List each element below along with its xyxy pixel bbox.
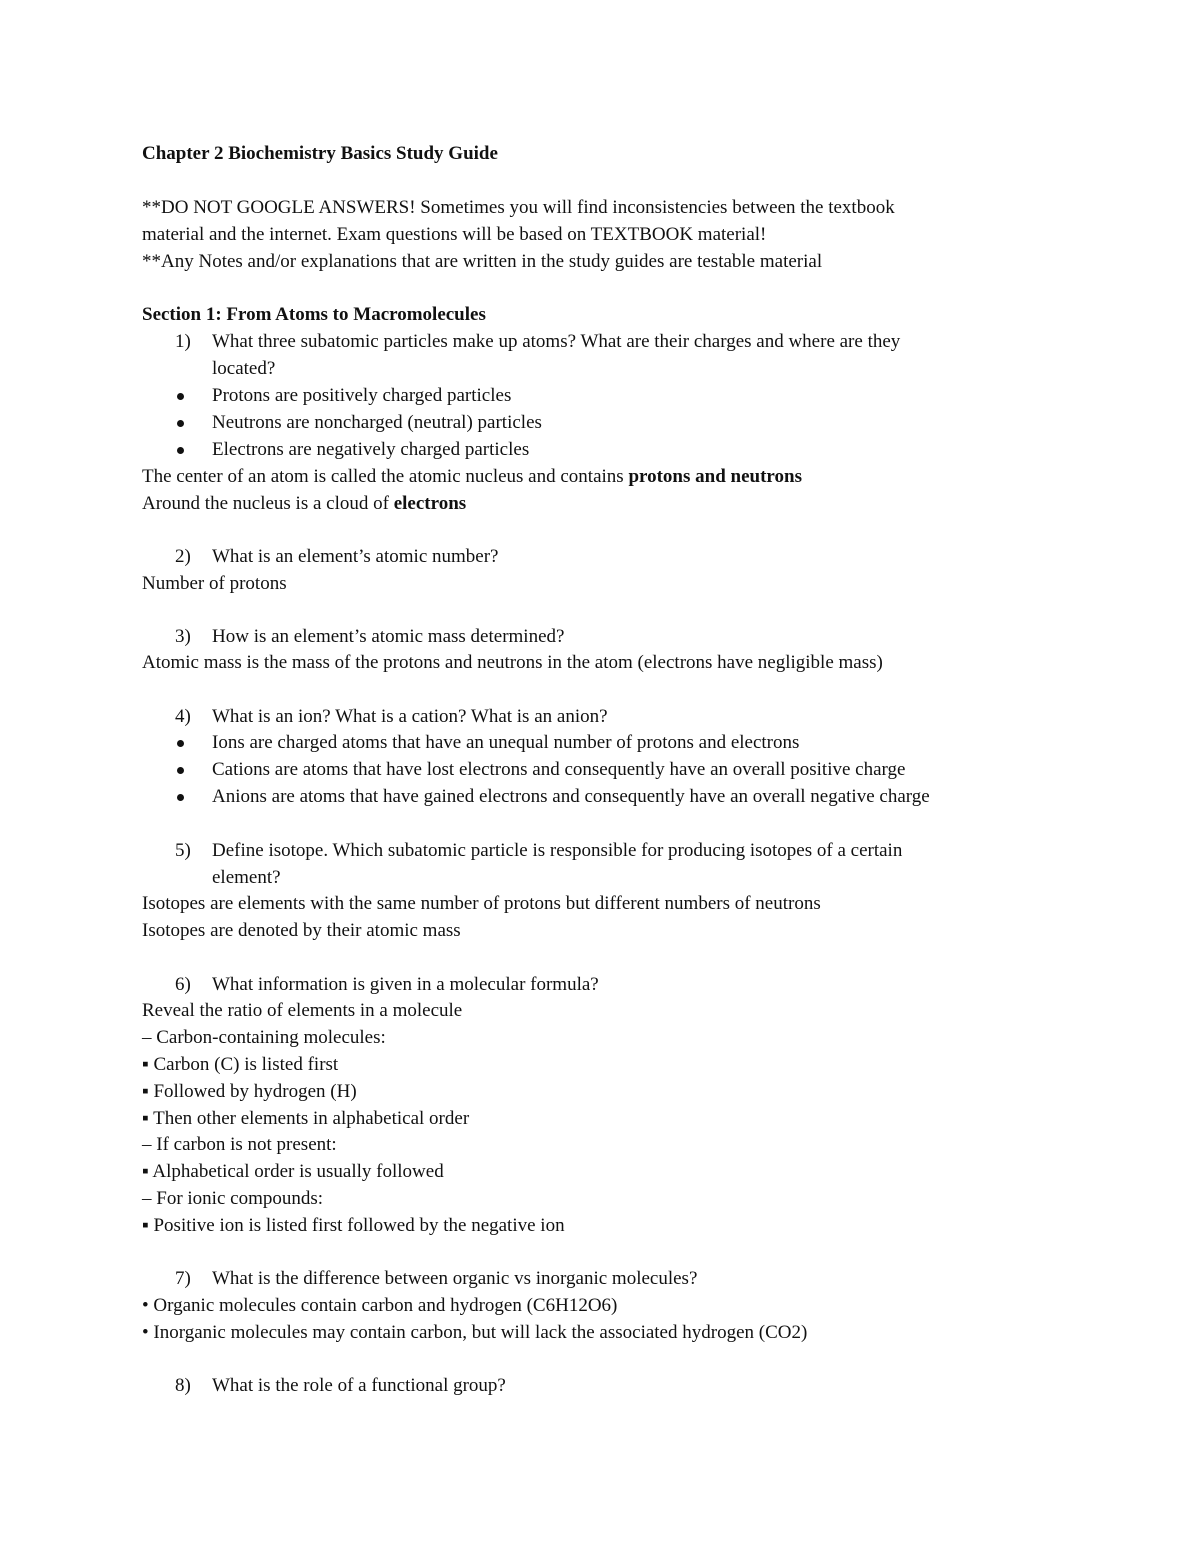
bullet-item: Ions are charged atoms that have an unequal number of protons and electrons xyxy=(212,732,800,753)
question-text: What is the difference between organic vs inorganic molecules? xyxy=(212,1268,698,1289)
answer-line: Isotopes are elements with the same number of protons but different numbers of neutrons xyxy=(142,893,821,914)
question-text: located? xyxy=(212,358,276,379)
question-text: element? xyxy=(212,867,281,888)
question-number: 1) xyxy=(175,331,191,352)
question-number: 5) xyxy=(175,840,191,861)
answer-text: The center of an atom is called the atomic nucleus and contains xyxy=(142,466,629,487)
answer-line: ▪ Carbon (C) is listed first xyxy=(142,1054,339,1075)
question-text: What three subatomic particles make up atoms? What are their charges and where are they xyxy=(212,331,901,352)
answer-line: ▪ Followed by hydrogen (H) xyxy=(142,1081,357,1102)
answer-line: – Carbon-containing molecules: xyxy=(142,1027,386,1048)
question-text: Define isotope. Which subatomic particle is responsible for producing isotopes of a certain xyxy=(212,840,903,861)
question-number: 3) xyxy=(175,626,191,647)
note-line: **DO NOT GOOGLE ANSWERS! Sometimes you will find inconsistencies between the textbook xyxy=(142,197,895,218)
bullet-item: Anions are atoms that have gained electrons and consequently have an overall negative charge xyxy=(212,786,930,807)
bullet-item: Electrons are negatively charged particles xyxy=(212,439,530,460)
answer-line: – For ionic compounds: xyxy=(142,1188,324,1209)
bullet-icon xyxy=(177,740,184,747)
bullet-icon xyxy=(177,794,184,801)
answer-line: ▪ Positive ion is listed first followed by the negative ion xyxy=(142,1215,565,1236)
answer-line: Isotopes are denoted by their atomic mass xyxy=(142,920,461,941)
answer-line: Atomic mass is the mass of the protons and neutrons in the atom (electrons have negligible mass) xyxy=(142,652,883,673)
answer-line xyxy=(142,493,466,515)
note-line: **Any Notes and/or explanations that are written in the study guides are testable material xyxy=(142,251,823,272)
answer-line: Reveal the ratio of elements in a molecule xyxy=(142,1000,463,1021)
answer-emphasis: protons and neutrons xyxy=(628,466,802,487)
note-line: material and the internet. Exam questions will be based on TEXTBOOK material! xyxy=(142,224,767,245)
answer-emphasis: electrons xyxy=(393,493,467,514)
question-text: How is an element’s atomic mass determined? xyxy=(212,626,565,647)
question-text: What information is given in a molecular formula? xyxy=(212,974,599,995)
question-number: 6) xyxy=(175,974,191,995)
answer-line: ▪ Alphabetical order is usually followed xyxy=(142,1161,444,1182)
bullet-item: Neutrons are noncharged (neutral) particles xyxy=(212,412,542,433)
answer-line: • Organic molecules contain carbon and hydrogen (C6H12O6) xyxy=(142,1295,618,1316)
bullet-item: Protons are positively charged particles xyxy=(212,385,512,406)
answer-line xyxy=(142,466,802,488)
answer-line: ▪ Then other elements in alphabetical order xyxy=(142,1108,470,1129)
question-text: What is an element’s atomic number? xyxy=(212,546,499,567)
bullet-icon xyxy=(177,393,184,400)
question-number: 4) xyxy=(175,706,191,727)
answer-text: Around the nucleus is a cloud of xyxy=(142,493,394,514)
answer-line: – If carbon is not present: xyxy=(142,1134,337,1155)
bullet-icon xyxy=(177,420,184,427)
question-text: What is the role of a functional group? xyxy=(212,1375,506,1396)
bullet-icon xyxy=(177,767,184,774)
answer-line: Number of protons xyxy=(142,573,287,594)
section-heading: Section 1: From Atoms to Macromolecules xyxy=(142,304,486,325)
answer-line: • Inorganic molecules may contain carbon, but will lack the associated hydrogen (CO2) xyxy=(142,1322,808,1343)
bullet-icon xyxy=(177,447,184,454)
page-title: Chapter 2 Biochemistry Basics Study Guide xyxy=(142,143,498,164)
question-number: 8) xyxy=(175,1375,191,1396)
question-text: What is an ion? What is a cation? What is an anion? xyxy=(212,706,608,727)
question-number: 2) xyxy=(175,546,191,567)
bullet-item: Cations are atoms that have lost electrons and consequently have an overall positive charge xyxy=(212,759,906,780)
question-number: 7) xyxy=(175,1268,191,1289)
